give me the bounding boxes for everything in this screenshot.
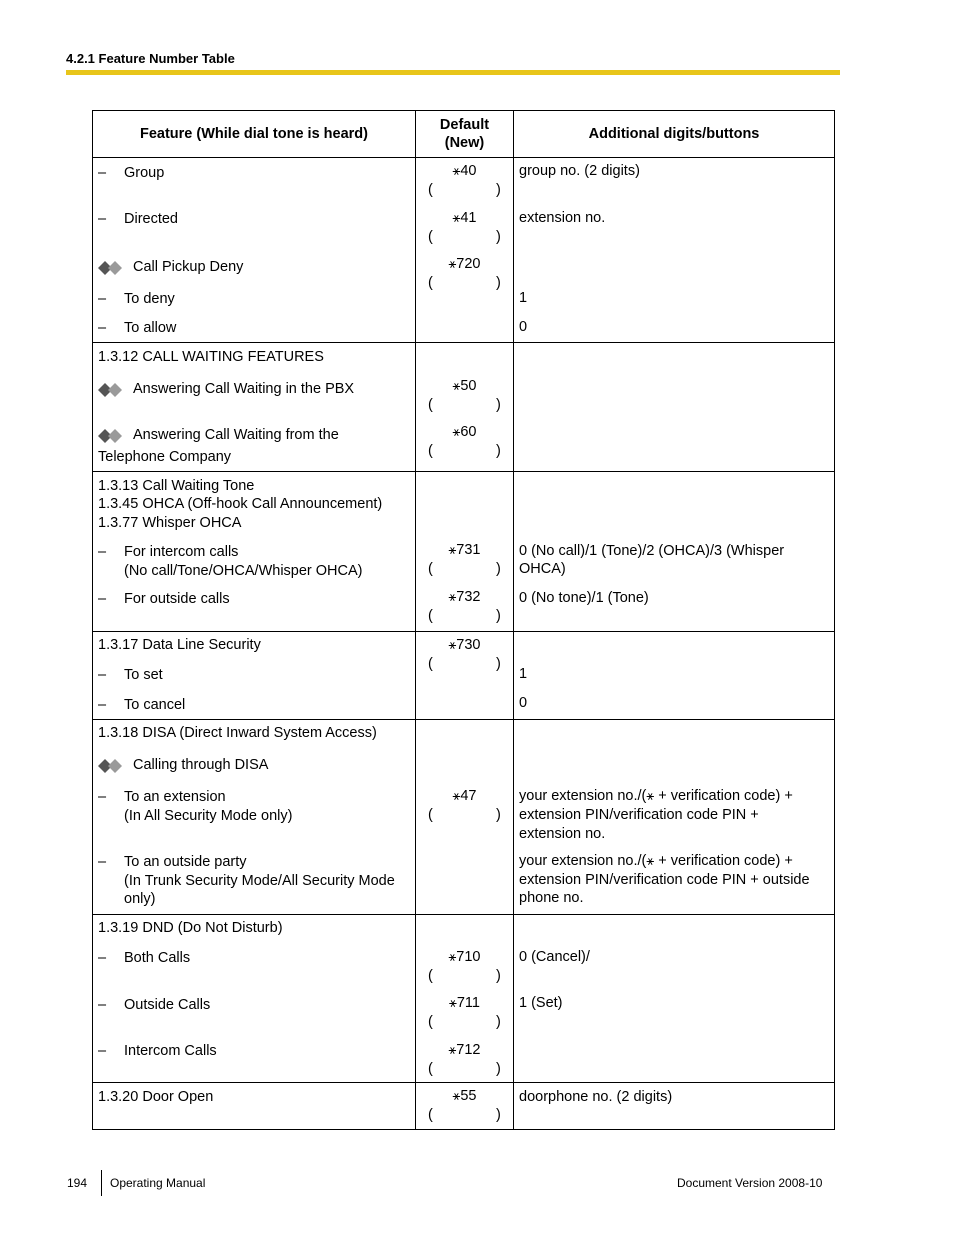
feature-code (416, 255, 513, 273)
star-icon: ⚹ (448, 637, 457, 652)
default-cell (416, 1083, 513, 1129)
feature-number-table (92, 110, 835, 1130)
star-icon: ⚹ (646, 788, 655, 803)
code-value: 60 (460, 424, 477, 440)
code-value: 731 (456, 542, 481, 558)
paren-open: ( (428, 275, 433, 291)
paren-open: ( (428, 968, 433, 984)
section-heading: 1.3.13 Call Waiting Tone (98, 478, 255, 494)
additional-text: extension no. (519, 826, 606, 842)
additional-text: extension PIN/verification code PIN + outside phone no. (519, 872, 810, 906)
dash-mark: – (98, 591, 107, 607)
section-heading: 1.3.20 Door Open (98, 1089, 214, 1105)
additional-cell (514, 472, 834, 631)
paren-close: ) (496, 608, 501, 624)
paren-close: ) (496, 968, 501, 984)
table-row (93, 1083, 835, 1130)
feature-label: Both Calls (124, 950, 191, 966)
additional-text: 1 (519, 666, 528, 682)
code-value: 40 (460, 163, 477, 179)
star-icon: ⚹ (448, 949, 457, 964)
additional-text: 0 (Cancel)/ (519, 949, 590, 965)
paren-open: ( (428, 1061, 433, 1077)
code-value: 712 (456, 1042, 481, 1058)
dash-mark: – (98, 291, 107, 307)
new-label: (New) (444, 135, 485, 151)
paren-close: ) (496, 561, 501, 577)
default-cell (416, 720, 513, 914)
table-row (93, 915, 835, 1083)
column-header-additional: Additional digits/buttons (514, 111, 835, 158)
paren-open: ( (428, 443, 433, 459)
default-cell (416, 472, 513, 631)
star-icon: ⚹ (448, 542, 457, 557)
paren-close: ) (496, 656, 501, 672)
feature-code (416, 588, 513, 606)
additional-text: your extension no./(⚹ + verification code) + (519, 788, 793, 804)
dash-mark: – (98, 165, 107, 181)
additional-cell (514, 1083, 834, 1129)
feature-label: For intercom calls (124, 544, 239, 560)
paren-close: ) (496, 182, 501, 198)
feature-sublabel: (In Trunk Security Mode/All Security Mode only) (124, 873, 395, 907)
dash-mark: – (98, 1043, 107, 1059)
feature-label: Call Pickup Deny (133, 259, 244, 275)
diamond-icon (98, 429, 128, 443)
default-cell (416, 343, 513, 471)
star-icon: ⚹ (452, 1088, 461, 1103)
feature-label: To an outside party (124, 854, 247, 870)
paren-open: ( (428, 182, 433, 198)
additional-cell (514, 915, 834, 1082)
additional-text: extension no. (519, 210, 606, 226)
paren-close: ) (496, 397, 501, 413)
feature-cell (93, 158, 415, 342)
additional-text: 0 (No call)/1 (Tone)/2 (OHCA)/3 (Whisper OHCA) (519, 543, 785, 577)
page-number: 194 (67, 1176, 88, 1190)
feature-cell (93, 915, 415, 1082)
feature-label: Answering Call Waiting in the PBX (133, 381, 355, 397)
paren-open: ( (428, 656, 433, 672)
paren-close: ) (496, 1107, 501, 1123)
diamond-icon (98, 759, 128, 773)
section-heading: 1.3.77 Whisper OHCA (98, 515, 242, 531)
section-heading: 1.3.12 CALL WAITING FEATURES (98, 349, 324, 365)
code-value: 55 (460, 1088, 477, 1104)
dash-mark: – (98, 997, 107, 1013)
feature-label: Directed (124, 211, 178, 227)
additional-cell (514, 343, 834, 471)
star-icon: ⚹ (452, 788, 461, 803)
feature-code (416, 636, 513, 654)
dash-mark: – (98, 211, 107, 227)
code-value: 47 (460, 788, 477, 804)
paren-open: ( (428, 608, 433, 624)
paren-open: ( (428, 1107, 433, 1123)
feature-sublabel: (No call/Tone/OHCA/Whisper OHCA) (124, 563, 363, 579)
additional-text: 0 (No tone)/1 (Tone) (519, 590, 649, 606)
feature-label: To allow (124, 320, 177, 336)
feature-code (416, 1087, 513, 1105)
feature-code (416, 994, 513, 1012)
star-icon: ⚹ (452, 210, 461, 225)
star-icon: ⚹ (448, 589, 457, 604)
star-icon: ⚹ (448, 1042, 457, 1057)
feature-label: To cancel (124, 697, 186, 713)
diamond-icon (98, 261, 128, 275)
paren-open: ( (428, 229, 433, 245)
star-icon: ⚹ (448, 256, 457, 271)
feature-cell (93, 632, 415, 719)
feature-code (416, 377, 513, 395)
table-row (93, 720, 835, 915)
paren-open: ( (428, 807, 433, 823)
feature-code (416, 162, 513, 180)
feature-label: Calling through DISA (133, 757, 269, 773)
document-version: Document Version 2008-10 (677, 1176, 823, 1190)
table-row (93, 158, 835, 343)
feature-cell (93, 472, 415, 631)
feature-label: Group (124, 165, 165, 181)
feature-label: For outside calls (124, 591, 230, 607)
additional-cell (514, 632, 834, 719)
feature-code (416, 541, 513, 559)
paren-open: ( (428, 397, 433, 413)
section-title: 4.2.1 Feature Number Table (66, 51, 235, 66)
feature-label: To deny (124, 291, 175, 307)
additional-text: doorphone no. (2 digits) (519, 1089, 673, 1105)
additional-cell (514, 720, 834, 914)
additional-text: group no. (2 digits) (519, 163, 640, 179)
dash-mark: – (98, 697, 107, 713)
feature-sublabel: (In All Security Mode only) (124, 808, 293, 824)
section-heading: 1.3.45 OHCA (Off-hook Call Announcement) (98, 496, 383, 512)
header-rule (66, 70, 840, 75)
table-header-row (93, 111, 835, 158)
paren-open: ( (428, 561, 433, 577)
table-row (93, 632, 835, 720)
column-header-feature: Feature (While dial tone is heard) (93, 111, 416, 158)
paren-close: ) (496, 1061, 501, 1077)
code-value: 50 (460, 378, 477, 394)
code-value: 730 (456, 637, 481, 653)
dash-mark: – (98, 789, 107, 805)
feature-cell (93, 343, 415, 471)
dash-mark: – (98, 544, 107, 560)
feature-code (416, 209, 513, 227)
additional-cell (514, 158, 834, 342)
paren-close: ) (496, 1014, 501, 1030)
footer-divider (101, 1170, 102, 1196)
feature-label: Outside Calls (124, 997, 211, 1013)
paren-close: ) (496, 229, 501, 245)
star-icon: ⚹ (452, 163, 461, 178)
dash-mark: – (98, 854, 107, 870)
table-row (93, 343, 835, 472)
section-heading: 1.3.18 DISA (Direct Inward System Access) (98, 725, 377, 741)
dash-mark: – (98, 950, 107, 966)
star-icon: ⚹ (449, 995, 457, 1010)
additional-text: your extension no./(⚹ + verification code) + (519, 853, 793, 869)
code-value: 710 (456, 949, 481, 965)
default-cell (416, 158, 513, 342)
feature-label: To set (124, 667, 163, 683)
feature-label: To an extension (124, 789, 226, 805)
star-icon: ⚹ (646, 853, 655, 868)
star-icon: ⚹ (452, 424, 461, 439)
table-row (93, 472, 835, 632)
paren-close: ) (496, 275, 501, 291)
paren-open: ( (428, 1014, 433, 1030)
default-label: Default (439, 117, 490, 133)
code-value: 732 (456, 589, 481, 605)
manual-name: Operating Manual (110, 1176, 206, 1190)
default-cell (416, 632, 513, 719)
paren-close: ) (496, 807, 501, 823)
feature-code (416, 948, 513, 966)
code-value: 41 (460, 210, 477, 226)
additional-text: 1 (519, 290, 528, 306)
feature-cell (93, 1083, 415, 1129)
dash-mark: – (98, 667, 107, 683)
feature-code (416, 787, 513, 805)
additional-text: 0 (519, 695, 528, 711)
feature-code (416, 423, 513, 441)
dash-mark: – (98, 320, 107, 336)
default-cell (416, 915, 513, 1082)
column-header-default (416, 111, 514, 158)
paren-close: ) (496, 443, 501, 459)
code-value: 720 (456, 256, 481, 272)
additional-text: 1 (Set) (519, 995, 563, 1011)
feature-cell (93, 720, 415, 914)
feature-label: Intercom Calls (124, 1043, 217, 1059)
section-heading: 1.3.19 DND (Do Not Disturb) (98, 920, 283, 936)
feature-code (416, 1041, 513, 1059)
additional-text: 0 (519, 319, 528, 335)
diamond-icon (98, 383, 128, 397)
section-heading: 1.3.17 Data Line Security (98, 637, 261, 653)
additional-text: extension PIN/verification code PIN + (519, 807, 759, 823)
star-icon: ⚹ (452, 378, 461, 393)
feature-label: Answering Call Waiting from the (133, 427, 339, 443)
feature-label: Telephone Company (98, 449, 232, 465)
code-value: 711 (456, 995, 480, 1011)
